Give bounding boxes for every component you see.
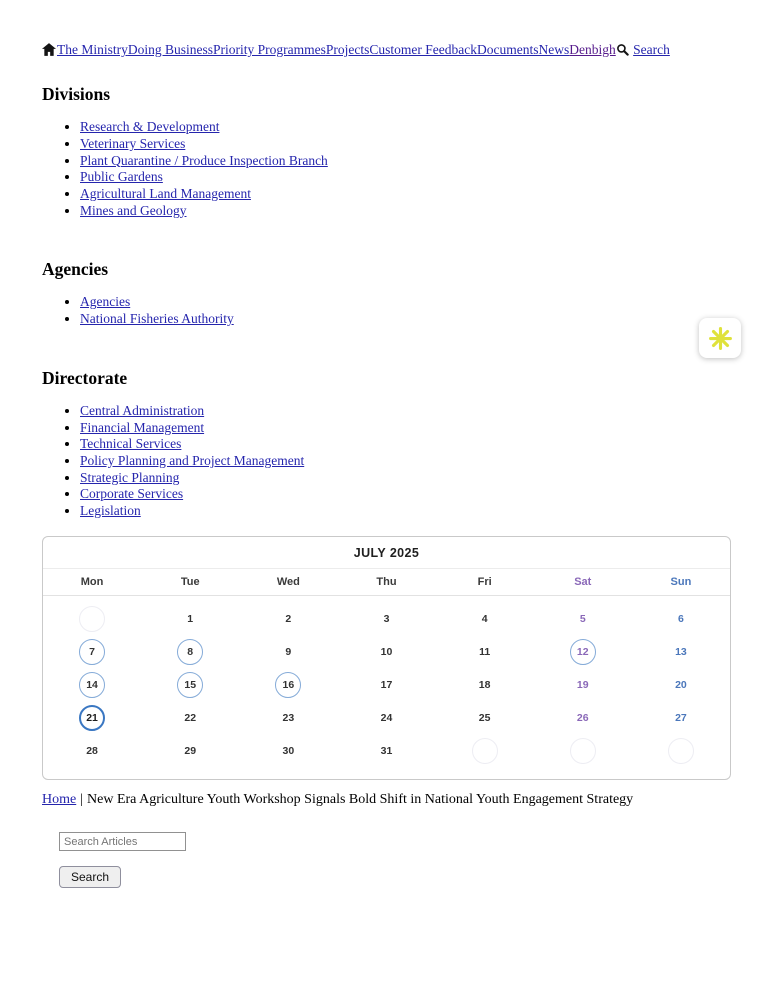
calendar-cell — [436, 702, 534, 735]
calendar-day-17[interactable]: 17 — [380, 679, 393, 692]
link-research-development[interactable]: Research & Development — [80, 119, 220, 135]
calendar-day-2[interactable]: 2 — [285, 613, 292, 626]
day-header-thu: Thu — [376, 575, 397, 588]
list-item — [80, 503, 731, 520]
floating-widget-button[interactable] — [699, 318, 741, 358]
calendar-cell — [534, 669, 632, 702]
calendar-cell — [337, 603, 435, 636]
calendar-cell — [337, 636, 435, 669]
calendar-cell — [632, 669, 730, 702]
nav-item-the-ministry[interactable]: The Ministry — [57, 42, 128, 57]
calendar-cell — [534, 603, 632, 636]
link-agricultural-land-management[interactable]: Agricultural Land Management — [80, 186, 251, 201]
list-item — [80, 203, 731, 220]
calendar-empty-cell — [570, 738, 596, 764]
calendar-day-18[interactable]: 18 — [478, 679, 491, 692]
list-item — [80, 486, 731, 503]
calendar-day-8[interactable]: 8 — [177, 639, 203, 665]
calendar-day-1[interactable]: 1 — [187, 613, 194, 626]
calendar-cell — [43, 669, 141, 702]
nav-item-denbigh[interactable]: Denbigh — [569, 42, 616, 57]
calendar-day-20[interactable]: 20 — [675, 679, 687, 692]
calendar-cell — [632, 702, 730, 735]
breadcrumb — [42, 792, 731, 808]
list-item — [80, 436, 731, 453]
section-heading-divisions: Divisions — [42, 84, 111, 105]
calendar-day-4[interactable]: 4 — [481, 613, 488, 626]
list-item — [80, 153, 731, 170]
calendar-day-10[interactable]: 10 — [380, 646, 393, 659]
calendar-empty-cell — [472, 738, 498, 764]
link-agencies[interactable]: Agencies — [80, 294, 131, 310]
list-item — [80, 311, 731, 328]
section-list-agencies — [42, 294, 731, 327]
calendar-cell — [337, 735, 435, 768]
calendar-cell — [632, 603, 730, 636]
list-item — [80, 136, 731, 153]
calendar-cell — [436, 636, 534, 669]
day-header-wed: Wed — [276, 575, 300, 588]
calendar-cell — [436, 669, 534, 702]
link-legislation[interactable]: Legislation — [80, 503, 141, 519]
list-item — [80, 186, 731, 203]
calendar-week-row — [43, 603, 730, 636]
list-item — [80, 119, 731, 136]
link-strategic-planning[interactable]: Strategic Planning — [80, 469, 180, 485]
calendar-day-12[interactable]: 12 — [570, 639, 596, 665]
calendar-day-7[interactable]: 7 — [79, 639, 105, 665]
calendar-week-row — [43, 636, 730, 669]
breadcrumb-separator: | — [80, 791, 84, 807]
link-central-administration[interactable]: Central Administration — [80, 402, 205, 418]
calendar-day-14[interactable]: 14 — [79, 672, 105, 698]
day-header-fri: Fri — [477, 575, 492, 588]
calendar-cell — [239, 636, 337, 669]
calendar-week-row — [43, 735, 730, 768]
article-search-input[interactable] — [59, 832, 186, 851]
section-heading-directorate: Directorate — [42, 367, 128, 388]
calendar-day-23[interactable]: 23 — [282, 712, 295, 725]
calendar-cell — [337, 702, 435, 735]
top-nav — [42, 42, 731, 60]
calendar-day-19[interactable]: 19 — [576, 679, 589, 692]
calendar-day-9[interactable]: 9 — [285, 646, 292, 659]
calendar-cell — [239, 702, 337, 735]
list-item — [80, 403, 731, 420]
calendar-cell — [141, 702, 239, 735]
calendar-day-21[interactable]: 21 — [79, 705, 105, 731]
section-list-directorate — [42, 403, 731, 520]
link-policy-planning-and-project-management[interactable]: Policy Planning and Project Management — [80, 452, 305, 468]
section-heading-agencies: Agencies — [42, 259, 109, 280]
article-search-button[interactable]: Search — [59, 866, 121, 888]
calendar-day-11[interactable]: 11 — [479, 646, 491, 659]
calendar-cell — [632, 636, 730, 669]
calendar-day-5[interactable]: 5 — [579, 613, 586, 626]
sections — [42, 84, 731, 520]
link-veterinary-services[interactable]: Veterinary Services — [80, 135, 186, 151]
calendar-cell — [43, 603, 141, 636]
calendar-empty-cell — [668, 738, 694, 764]
nav-item-priority-programmes[interactable]: Priority Programmes — [213, 42, 326, 57]
calendar-empty-cell — [79, 606, 105, 632]
calendar-cell — [141, 636, 239, 669]
calendar-day-15[interactable]: 15 — [177, 672, 203, 698]
calendar-cell — [141, 735, 239, 768]
home-icon[interactable] — [42, 43, 56, 60]
calendar-cell — [141, 603, 239, 636]
calendar-day-24[interactable]: 24 — [380, 712, 393, 725]
calendar-day-29[interactable]: 29 — [184, 745, 197, 758]
calendar-cell — [534, 636, 632, 669]
link-public-gardens[interactable]: Public Gardens — [80, 169, 163, 185]
nav-item-doing-business[interactable]: Doing Business — [127, 42, 214, 57]
calendar-day-26[interactable]: 26 — [576, 712, 589, 725]
calendar-cell — [534, 735, 632, 768]
calendar-day-16[interactable]: 16 — [275, 672, 301, 698]
list-item — [80, 453, 731, 470]
calendar-day-22[interactable]: 22 — [184, 712, 197, 725]
calendar-cell — [43, 702, 141, 735]
calendar-cell — [436, 603, 534, 636]
list-item — [80, 294, 731, 311]
breadcrumb-article-title: New Era Agriculture Youth Workshop Signals Bold Shift in National Youth Engagement Strategy — [87, 791, 634, 807]
asterisk-icon — [708, 326, 733, 351]
link-national-fisheries-authority[interactable]: National Fisheries Authority — [80, 311, 234, 327]
calendar-cell — [436, 735, 534, 768]
calendar-day-27[interactable]: 27 — [675, 712, 687, 725]
list-item — [80, 470, 731, 487]
list-item — [80, 169, 731, 186]
day-header-sat: Sat — [574, 575, 592, 588]
calendar-day-6[interactable]: 6 — [678, 613, 684, 626]
calendar-week-row — [43, 669, 730, 702]
link-corporate-services[interactable]: Corporate Services — [80, 486, 184, 502]
calendar-day-headers — [43, 569, 730, 596]
day-header-tue: Tue — [180, 575, 200, 588]
nav-item-customer-feedback[interactable]: Customer Feedback — [369, 42, 477, 57]
calendar-week-row — [43, 702, 730, 735]
nav-item-projects[interactable]: Projects — [325, 42, 370, 57]
calendar-cell — [534, 702, 632, 735]
link-plant-quarantine-produce-inspection-branch[interactable]: Plant Quarantine / Produce Inspection Branch — [80, 152, 328, 168]
calendar-cell — [239, 735, 337, 768]
calendar-cell — [141, 669, 239, 702]
calendar-day-3[interactable]: 3 — [383, 613, 390, 626]
nav-search[interactable] — [616, 42, 670, 57]
list-item — [80, 420, 731, 437]
day-header-sun: Sun — [670, 575, 692, 588]
calendar-cell — [337, 669, 435, 702]
nav-item-news[interactable]: News — [538, 42, 570, 57]
link-financial-management[interactable]: Financial Management — [80, 419, 205, 435]
nav-item-documents[interactable]: Documents — [477, 42, 539, 57]
calendar-day-25[interactable]: 25 — [478, 712, 491, 725]
calendar-cell — [632, 735, 730, 768]
calendar-day-31[interactable]: 31 — [380, 745, 393, 758]
day-header-mon: Mon — [80, 575, 104, 588]
search-icon — [616, 43, 629, 60]
section-list-divisions — [42, 119, 731, 219]
link-mines-and-geology[interactable]: Mines and Geology — [80, 202, 187, 218]
calendar-day-13[interactable]: 13 — [675, 646, 687, 659]
calendar-cell — [239, 669, 337, 702]
article-search-form — [59, 832, 731, 889]
calendar-day-30[interactable]: 30 — [282, 745, 295, 758]
calendar-widget — [42, 536, 731, 780]
calendar-cell — [43, 735, 141, 768]
calendar-grid — [43, 596, 730, 779]
link-technical-services[interactable]: Technical Services — [80, 436, 182, 452]
breadcrumb-home-link[interactable]: Home — [42, 791, 77, 807]
calendar-day-28[interactable]: 28 — [86, 745, 98, 758]
nav-links — [57, 42, 616, 57]
calendar-title: JULY 2025 — [43, 537, 730, 569]
nav-search-label: Search — [633, 42, 670, 57]
calendar-cell — [239, 603, 337, 636]
calendar-cell — [43, 636, 141, 669]
